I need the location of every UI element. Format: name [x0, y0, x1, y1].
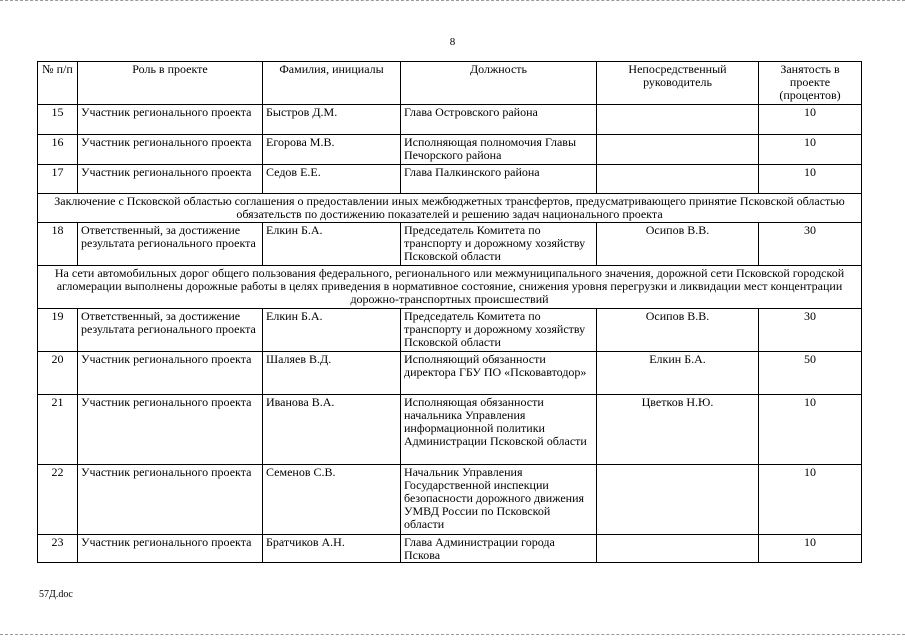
- row-num: 20: [38, 352, 78, 395]
- row-num: 18: [38, 223, 78, 266]
- row-num: 15: [38, 105, 78, 135]
- row-name: Братчиков А.Н.: [263, 535, 401, 563]
- row-load: 30: [759, 309, 862, 352]
- row-position: Исполняющая обязанности начальника Управления информационной политики Администрации Псковской области: [401, 395, 597, 465]
- row-supervisor: Осипов В.В.: [597, 223, 759, 266]
- row-supervisor: [597, 165, 759, 194]
- row-supervisor: [597, 535, 759, 563]
- row-supervisor: [597, 465, 759, 535]
- table-row: [38, 465, 862, 535]
- row-role: Участник регионального проекта: [78, 352, 263, 395]
- row-name: Иванова В.А.: [263, 395, 401, 465]
- row-supervisor: Осипов В.В.: [597, 309, 759, 352]
- row-num: 23: [38, 535, 78, 563]
- row-supervisor: [597, 135, 759, 165]
- project-team-table: [37, 61, 862, 563]
- section-note: Заключение с Псковской областью соглашения о предоставлении иных межбюджетных трансфертов, предусматривающего принятие Псковской областью обязательств по достижению показателей и решению задач национального проекта: [38, 194, 862, 223]
- row-role: Ответственный, за достижение результата регионального проекта: [78, 309, 263, 352]
- section-note: На сети автомобильных дорог общего пользования федерального, регионального или межмуниципального значения, дорожной сети Псковской городской агломерации выполнены дорожные работы в целях приведения в нормативное состояние, снижения уровня перегрузки и ликвидации мест концентрации дорожно-транспортных происшествий: [38, 266, 862, 309]
- section-note-row: [38, 194, 862, 223]
- row-load: 10: [759, 535, 862, 563]
- row-load: 10: [759, 465, 862, 535]
- row-load: 30: [759, 223, 862, 266]
- table-row: [38, 352, 862, 395]
- row-load: 10: [759, 135, 862, 165]
- row-name: Елкин Б.А.: [263, 223, 401, 266]
- row-name: Егорова М.В.: [263, 135, 401, 165]
- table-header-row: [38, 62, 862, 105]
- row-position: Исполняющий обязанности директора ГБУ ПО «Псковавтодор»: [401, 352, 597, 395]
- row-load: 10: [759, 105, 862, 135]
- table-row: [38, 223, 862, 266]
- header-role: Роль в проекте: [78, 62, 263, 105]
- row-position: Глава Островского района: [401, 105, 597, 135]
- section-note-row: [38, 266, 862, 309]
- row-role: Ответственный, за достижение результата регионального проекта: [78, 223, 263, 266]
- header-name: Фамилия, инициалы: [263, 62, 401, 105]
- header-supervisor: Непосредственный руководитель: [597, 62, 759, 105]
- row-role: Участник регионального проекта: [78, 105, 263, 135]
- page-top-edge: [0, 0, 905, 2]
- row-position: Начальник Управления Государственной инспекции безопасности дорожного движения УМВД России по Псковской области: [401, 465, 597, 535]
- table-row: [38, 395, 862, 465]
- row-position: Исполняющая полномочия Главы Печорского района: [401, 135, 597, 165]
- row-position: Председатель Комитета по транспорту и дорожному хозяйству Псковской области: [401, 223, 597, 266]
- row-supervisor: [597, 105, 759, 135]
- row-name: Семенов С.В.: [263, 465, 401, 535]
- table-row: [38, 105, 862, 135]
- row-load: 10: [759, 395, 862, 465]
- document-filename: 57Д.doc: [39, 589, 73, 600]
- row-name: Шаляев В.Д.: [263, 352, 401, 395]
- header-load: Занятость в проекте (процентов): [759, 62, 862, 105]
- row-role: Участник регионального проекта: [78, 165, 263, 194]
- row-position: Председатель Комитета по транспорту и дорожному хозяйству Псковской области: [401, 309, 597, 352]
- row-load: 50: [759, 352, 862, 395]
- row-num: 21: [38, 395, 78, 465]
- row-position: Глава Администрации города Пскова: [401, 535, 597, 563]
- table-row: [38, 135, 862, 165]
- header-num: № п/п: [38, 62, 78, 105]
- row-name: Седов Е.Е.: [263, 165, 401, 194]
- row-role: Участник регионального проекта: [78, 465, 263, 535]
- row-num: 17: [38, 165, 78, 194]
- row-role: Участник регионального проекта: [78, 535, 263, 563]
- row-position: Глава Палкинского района: [401, 165, 597, 194]
- row-num: 22: [38, 465, 78, 535]
- row-name: Елкин Б.А.: [263, 309, 401, 352]
- row-supervisor: Цветков Н.Ю.: [597, 395, 759, 465]
- header-position: Должность: [401, 62, 597, 105]
- table-row: [38, 165, 862, 194]
- page-number: 8: [449, 36, 456, 48]
- page-bottom-edge: [0, 634, 905, 636]
- table-row: [38, 535, 862, 563]
- row-load: 10: [759, 165, 862, 194]
- row-num: 19: [38, 309, 78, 352]
- row-name: Быстров Д.М.: [263, 105, 401, 135]
- row-num: 16: [38, 135, 78, 165]
- row-role: Участник регионального проекта: [78, 135, 263, 165]
- table-row: [38, 309, 862, 352]
- row-role: Участник регионального проекта: [78, 395, 263, 465]
- row-supervisor: Елкин Б.А.: [597, 352, 759, 395]
